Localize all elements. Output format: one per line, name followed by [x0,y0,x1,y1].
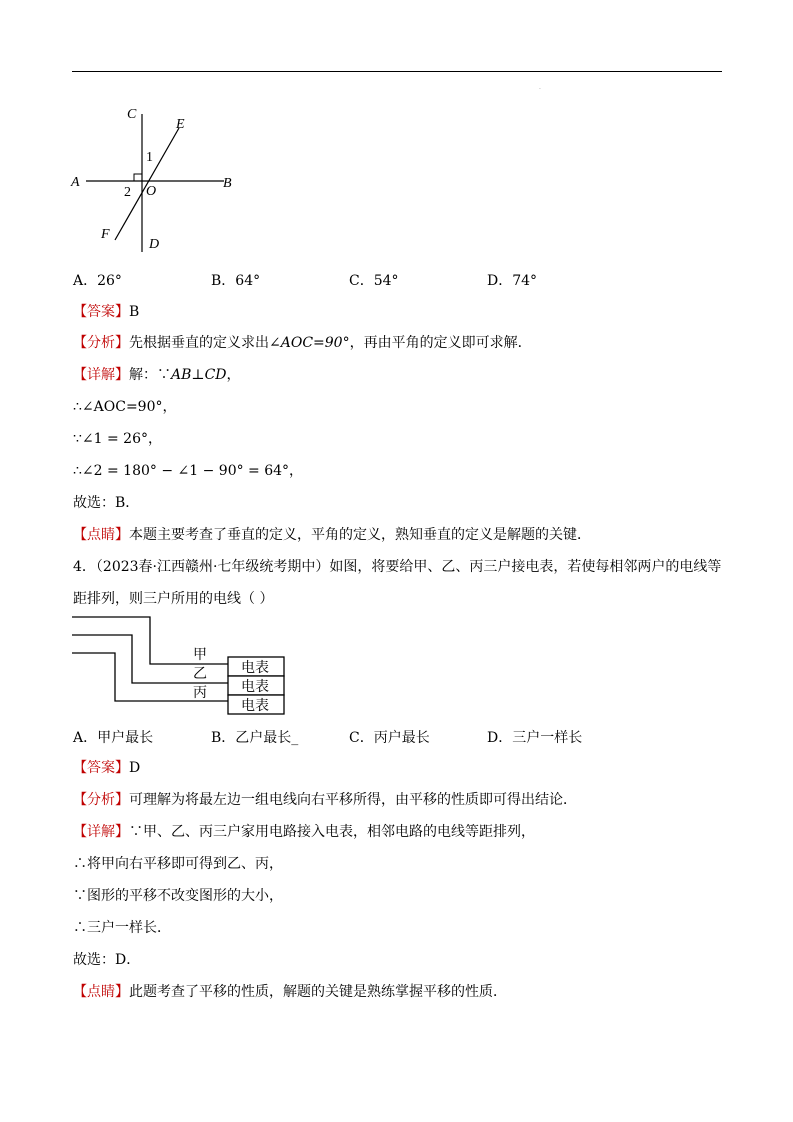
q4-choose: 故选：D． [73,952,141,968]
q4-option-a: A．甲户最长 [73,730,154,746]
q3-option-d: D．74° [487,273,538,289]
q3-analysis: 【分析】先根据垂直的定义求出∠AOC=90°，再由平角的定义即可求解． [73,335,532,351]
label-bing: 丙 [193,686,207,701]
meter-label-2: 电表 [241,680,269,695]
label-f: F [101,227,110,242]
q4-step2: ∵图形的平移不改变图形的大小， [73,888,283,904]
label-c: C [127,107,137,122]
q4-step3: ∴三户一样长． [73,920,171,936]
label-jia: 甲 [193,648,207,663]
wire-figure [70,612,300,722]
label-a: A [71,175,80,190]
label-b: B [223,176,232,191]
q4-stem-line2: 距排列，则三户所用的电线（ ） [73,591,274,607]
q3-answer: 【答案】B [73,304,140,320]
q4-option-c: C．丙户最长 [349,730,430,746]
q4-option-d: D．三户一样长 [487,730,583,746]
label-d: D [149,237,160,252]
q4-analysis: 【分析】可理解为将最左边一组电线向右平移所得，由平移的性质即可得出结论． [73,792,577,808]
meter-label-1: 电表 [241,661,269,676]
q3-option-c: C．54° [349,273,399,289]
angle-figure [66,100,246,260]
q3-step1: ∴∠AOC=90°， [73,399,177,415]
label-o: O [146,184,157,199]
q3-detail: 【详解】解：∵AB⊥CD， [73,367,241,383]
q3-step2: ∵∠1 = 26°， [73,431,162,447]
right-angle-mark [134,174,142,181]
q3-comment: 【点睛】本题主要考查了垂直的定义，平角的定义，熟知垂直的定义是解题的关键． [73,527,591,543]
q4-option-b: B．乙户最长_ [211,730,299,746]
q3-option-b: B．64° [211,273,261,289]
scan-dot: . [539,84,541,91]
label-angle2: 2 [124,185,131,200]
label-angle1: 1 [146,150,153,165]
q3-step3: ∴∠2 = 180° − ∠1 − 90° = 64°， [73,463,304,479]
header-rule [72,71,722,72]
q4-stem-line1: 4．（2023春·江西赣州·七年级统考期中）如图，将要给甲、乙、丙三户接电表，若使每相邻两户的电线等 [73,559,722,575]
label-yi: 乙 [193,667,207,682]
q3-choose: 故选：B． [73,495,140,511]
q4-detail: 【详解】∵甲、乙、丙三户家用电路接入电表，相邻电路的电线等距排列， [73,824,535,840]
q4-step1: ∴将甲向右平移即可得到乙、丙， [73,856,283,872]
q4-answer: 【答案】D [73,760,141,776]
label-e: E [176,117,185,132]
q3-option-a: A．26° [73,273,122,289]
q4-comment: 【点睛】此题考查了平移的性质，解题的关键是熟练掌握平移的性质． [73,984,507,1000]
meter-label-3: 电表 [241,699,269,714]
